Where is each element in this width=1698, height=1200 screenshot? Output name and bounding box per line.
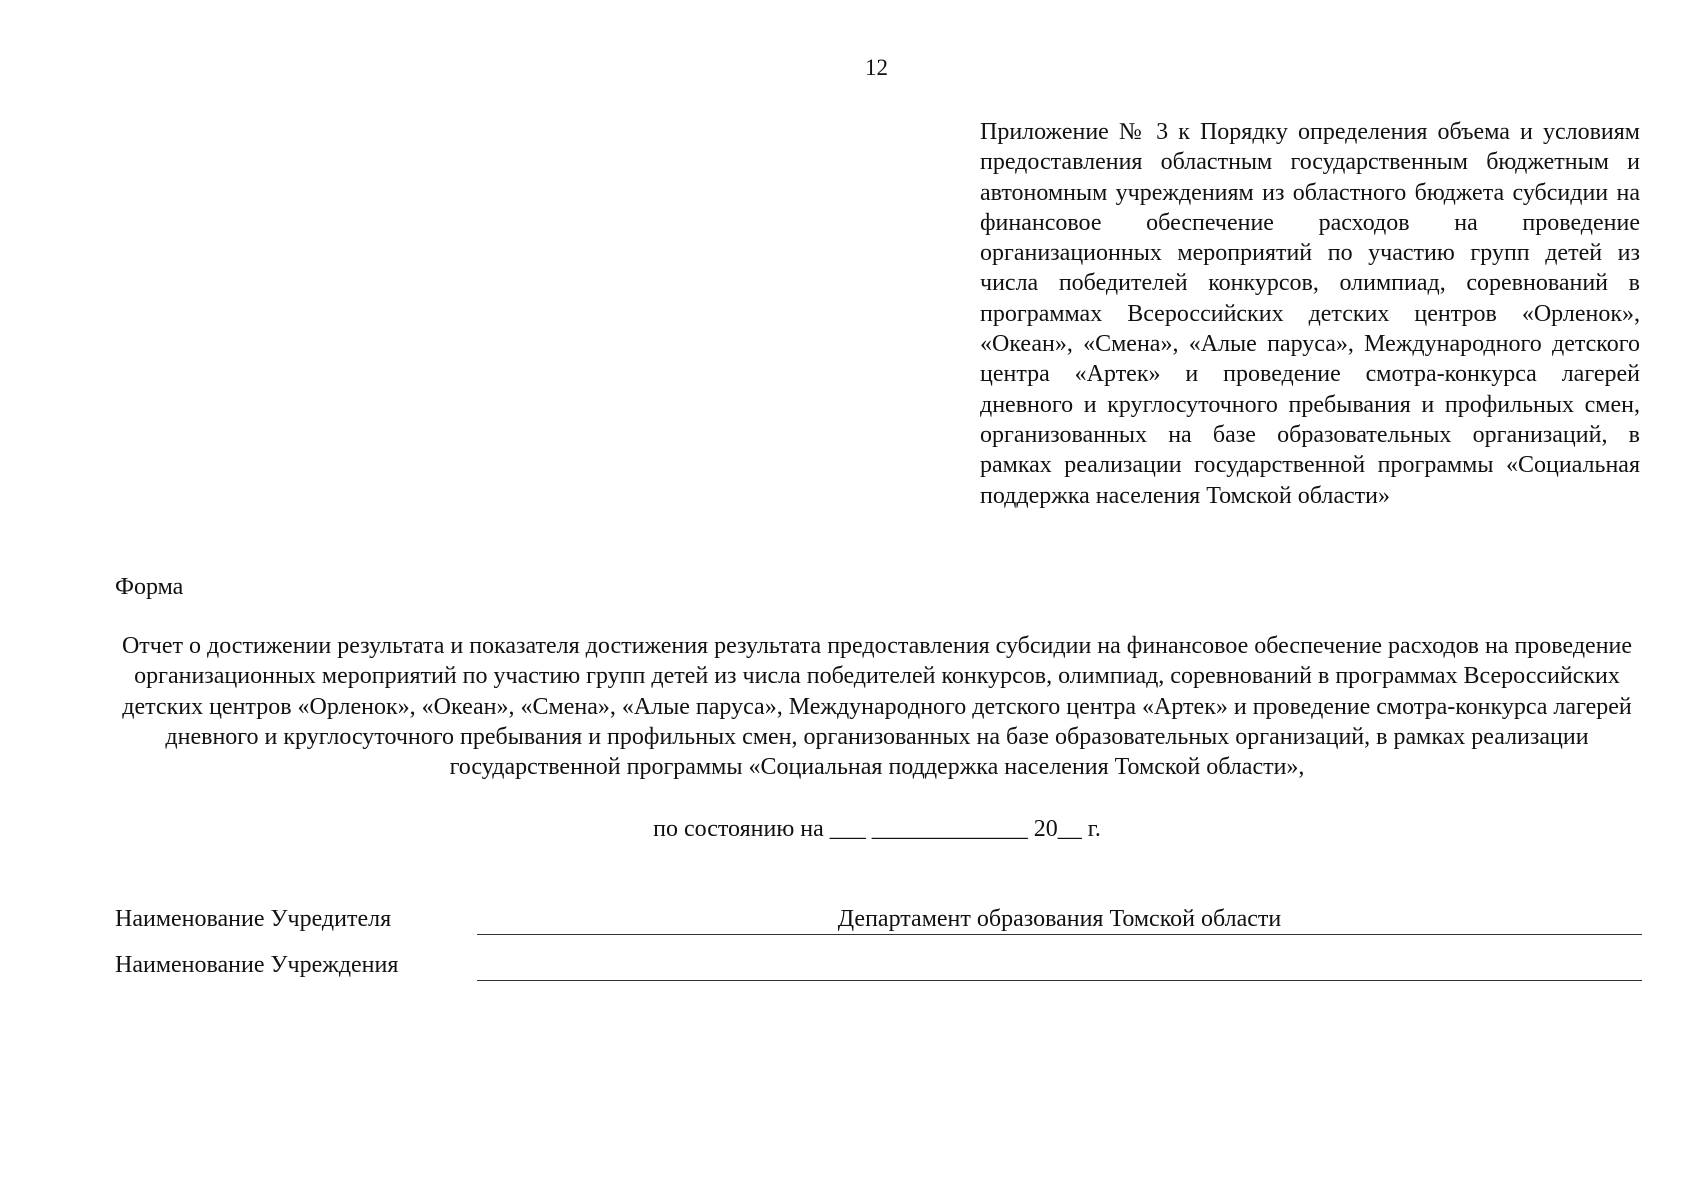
founder-label: Наименование Учредителя bbox=[115, 906, 392, 932]
form-label: Форма bbox=[115, 574, 184, 600]
report-date-line: по состоянию на ___ _____________ 20__ г. bbox=[653, 816, 1101, 842]
institution-row bbox=[115, 950, 1642, 984]
report-title: Отчет о достижении результата и показателя достижения результата предоставления субсидии на финансовое обеспечение расходов на проведение организационных мероприятий по участию групп детей из числа победителей конкурсов, олимпиад, соревнований в программах Всероссийских детских центров «Орленок», «Океан», «Смена», «Алые паруса», Международного детского центра «Артек» и проведение смотра-конкурса лагерей дневного и круглосуточного пребывания и профильных смен, организованных на базе образовательных организаций, в рамках реализации государственной программы «Социальная поддержка населения Томской области», bbox=[121, 633, 1633, 781]
founder-value: Департамент образования Томской области bbox=[477, 904, 1642, 935]
institution-label: Наименование Учреждения bbox=[115, 952, 399, 978]
founder-row bbox=[115, 904, 1642, 938]
institution-value bbox=[477, 950, 1642, 981]
page-number: 12 bbox=[865, 55, 888, 80]
appendix-header: Приложение № 3 к Порядку определения объема и условиям предоставления областным государственным бюджетным и автономным учреждениям из областного бюджета субсидии на финансовое обеспечение расходов на проведение организационных мероприятий по участию групп детей из числа победителей конкурсов, олимпиад, соревнований в программах Всероссийских детских центров «Орленок», «Океан», «Смена», «Алые паруса», Международного детского центра «Артек» и проведение смотра-конкурса лагерей дневного и круглосуточного пребывания и профильных смен, организованных на базе образовательных организаций, в рамках реализации государственной программы «Социальная поддержка населения Томской области» bbox=[980, 119, 1640, 509]
